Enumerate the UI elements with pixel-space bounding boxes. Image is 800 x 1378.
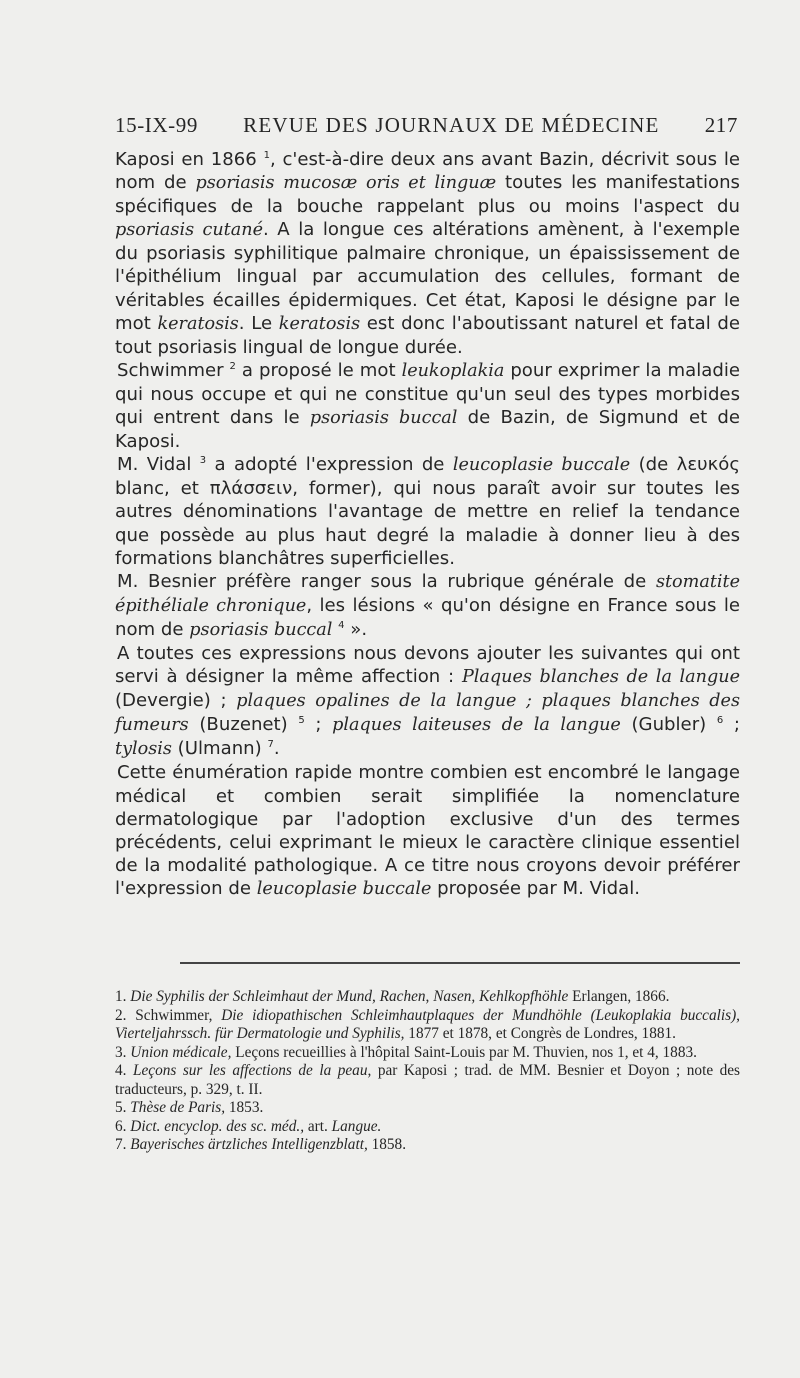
footnote-ref: 3 — [199, 455, 207, 467]
text-run: pour exprimer la maladie qui nous occupe et qui ne constitue qu'un seul des types morbides qui entrent dans le — [115, 359, 740, 429]
paragraph — [115, 453, 740, 569]
footnote — [115, 1118, 740, 1137]
text-run: , les lésions « qu'on désigne en France sous le nom de — [115, 594, 740, 640]
text-run: 1877 et 1878, et Congrès de Londres, 1881. — [404, 1025, 676, 1042]
italic-term: keratosis — [278, 313, 361, 334]
italic-term: leukoplakia — [401, 360, 505, 381]
italic-term: psoriasis mucosæ oris et linguæ — [195, 173, 497, 194]
italic-term: keratosis — [157, 313, 239, 334]
journal-title: REVUE DES JOURNAUX DE MÉDECINE — [243, 113, 660, 137]
italic-term: Langue. — [331, 1117, 382, 1135]
text-run: (de λευκός blanc, et πλάσσειν, former), qui nous paraît avoir sur toutes les autres dénominations l'avantage de mettre en relief la tendance que possède au plus haut degré la maladie à donner lieu à des formations blanchâtres superficielles. — [115, 454, 740, 569]
paragraph — [115, 570, 740, 642]
page-number: 217 — [704, 113, 738, 137]
footnote-ref: 2 — [229, 360, 236, 372]
italic-term: psoriasis cutané — [115, 220, 263, 241]
text-run: est donc l'aboutissant naturel et fatal de tout psoriasis lingual de longue durée. — [115, 312, 741, 358]
italic-term: tylosis — [115, 739, 172, 760]
italic-term: Union médicale, — [130, 1043, 232, 1061]
article-body — [115, 148, 740, 901]
footnote — [115, 1044, 740, 1063]
text-run: art. — [304, 1117, 332, 1135]
text-run: (Buzenet) — [188, 714, 299, 736]
text-run: . Le — [238, 312, 279, 334]
footnote-ref: 4 — [338, 619, 345, 631]
text-run: toutes les manifestations spécifiques de la bouche rappelant plus ou moins l'aspect du — [115, 172, 740, 218]
paragraph — [115, 642, 740, 761]
text-run: a adopté l'expression de — [206, 454, 453, 476]
text-run: 7. — [115, 1136, 131, 1153]
text-run: 4. — [115, 1062, 133, 1079]
text-run: ; — [723, 714, 740, 736]
text-run: (Ulmann) — [171, 738, 268, 760]
header-date: 15-IX-99 — [115, 113, 198, 137]
italic-term: Dict. encyclop. des sc. méd., — [130, 1117, 305, 1135]
text-run: par Kaposi ; trad. de MM. Besnier et Doyon ; note des traducteurs, p. 329, t. II. — [115, 1062, 741, 1098]
footnote — [115, 1136, 740, 1155]
text-run: Erlangen, 1866. — [568, 988, 670, 1005]
italic-term: Plaques blanches de la langue — [461, 667, 741, 688]
text-run: , c'est-à-dire deux ans avant Bazin, décrivit sous le nom de — [115, 149, 741, 194]
text-run: 1858. — [367, 1136, 407, 1153]
text-run: de Bazin, de Sigmund et de Kaposi. — [115, 407, 741, 453]
paragraph — [115, 148, 740, 359]
text-run: . — [273, 738, 280, 760]
text-run: M. Vidal — [117, 454, 200, 476]
text-run: 1. — [115, 988, 131, 1005]
text-run: 1853. — [225, 1099, 264, 1116]
text-run: 2. Schwimmer, — [115, 1006, 222, 1024]
text-run: a proposé le mot — [235, 359, 402, 381]
text-run: ». — [344, 618, 368, 640]
text-run: M. Besnier préfère ranger sous la rubrique générale de — [117, 570, 656, 592]
footnote-ref: 1 — [263, 150, 270, 161]
footnote-ref: 7 — [267, 739, 274, 751]
text-run: proposée par M. Vidal. — [431, 877, 641, 899]
footnote — [115, 1007, 740, 1044]
italic-term: Die idiopathischen Schleimhautplaques der Mundhöhle (Leukoplakia buccalis), Vierteljahrssch. für Dermatologie und Syphilis, — [115, 1006, 740, 1042]
italic-term: leucoplasie buccale — [256, 878, 432, 899]
text-run: (Gubler) — [620, 714, 717, 736]
footnote-ref: 6 — [716, 715, 724, 727]
italic-term: plaques laiteuses de la langue — [332, 715, 621, 736]
italic-term: Thèse de Paris, — [130, 1099, 226, 1116]
footnote-separator — [180, 962, 740, 964]
footnote-ref: 5 — [298, 715, 305, 727]
italic-term: Bayerisches ärtzliches Intelligenzblatt, — [130, 1136, 368, 1153]
text-run: Kaposi en 1866 — [115, 149, 264, 170]
text-run: . A la longue ces altérations amènent, à l'exemple du psoriasis syphilitique palmaire chronique, un épaississement de l'épithélium lingual par accumulation des cellules, formant de véritables écailles épidermiques. Cet état, Kaposi le désigne par le mot — [115, 219, 740, 334]
italic-term: leucoplasie buccale — [452, 455, 631, 476]
italic-term: plaques opalines de la langue ; plaques blanches des fumeurs — [115, 691, 740, 736]
text-run: (Devergie) ; — [115, 690, 237, 712]
text-run: A toutes ces expressions nous devons ajouter les suivantes qui ont servi à désigner la même affection : — [115, 642, 740, 688]
italic-term: psoriasis buccal — [189, 619, 333, 640]
text-run: ; — [304, 714, 333, 736]
text-run: Schwimmer — [117, 359, 230, 381]
footnotes — [115, 988, 740, 1155]
italic-term: Die Syphilis der Schleimhaut der Mund, Rachen, Nasen, Kehlkopfhöhle — [130, 988, 569, 1005]
text-run: Cette énumération rapide montre combien est encombré le langage médical et combien serait simplifiée la nomenclature dermatologique par l'adoption exclusive d'un des termes précédents, celui exprimant le mieux le caractère clinique essentiel de la modalité pathologique. A ce titre nous croyons devoir préférer l'expression de — [115, 762, 740, 899]
italic-term: psoriasis buccal — [309, 408, 458, 429]
running-header — [115, 113, 738, 138]
text-run: 5. — [115, 1099, 131, 1116]
italic-term: Leçons sur les affections de la peau, — [132, 1062, 372, 1079]
paragraph — [115, 761, 740, 901]
text-run: Leçons recueillies à l'hôpital Saint-Louis par M. Thuvien, nos 1, et 4, 1883. — [231, 1043, 697, 1061]
paragraph — [115, 359, 740, 453]
text-run: 6. — [115, 1117, 131, 1135]
footnote — [115, 1099, 740, 1118]
text-run: 3. — [115, 1043, 131, 1061]
footnote — [115, 1062, 740, 1099]
footnote — [115, 988, 740, 1007]
italic-term: stomatite épithéliale chronique — [115, 571, 740, 616]
